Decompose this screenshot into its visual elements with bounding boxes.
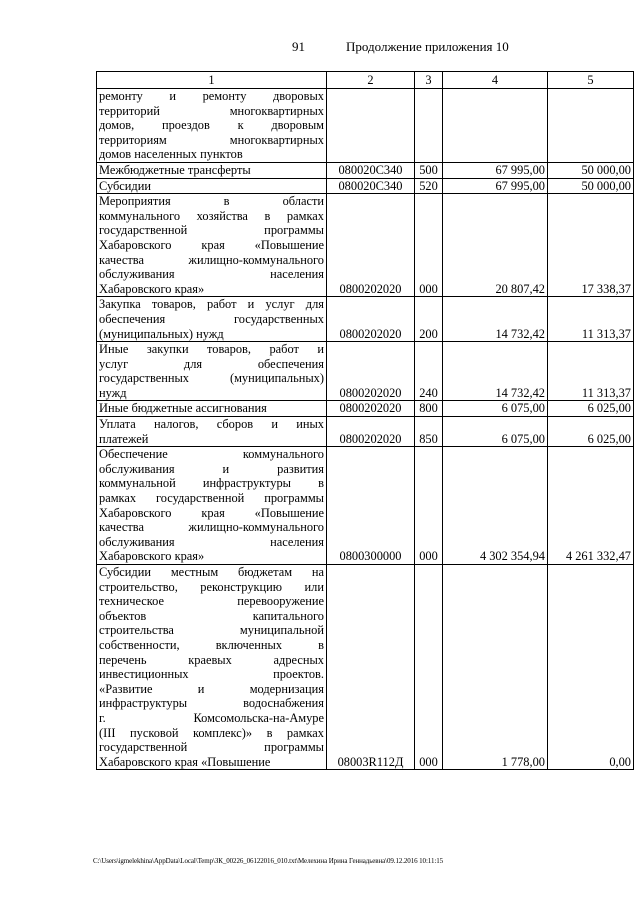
description-line: Закупка товаров, работ и услуг для bbox=[99, 297, 324, 312]
description-line: Хабаровского края «Повышение bbox=[99, 237, 324, 252]
row-amount-col5: 50 000,00 bbox=[548, 162, 634, 178]
table-row bbox=[97, 194, 634, 297]
description-line: территорий многоквартирных bbox=[99, 103, 324, 118]
row-amount-col5: 6 025,00 bbox=[548, 417, 634, 447]
description-line: Обеспечение коммунального bbox=[99, 447, 324, 462]
description-line: Иные закупки товаров, работ и bbox=[99, 342, 324, 357]
description-line: территориям многоквартирных bbox=[99, 132, 324, 147]
row-amount-col5: 4 261 332,47 bbox=[548, 447, 634, 565]
description-line: Субсидии местным бюджетам на bbox=[99, 565, 324, 579]
description-line: Субсидии bbox=[99, 178, 151, 193]
description-line: (III пусковой комплекс)» в рамках bbox=[99, 725, 324, 740]
row-expense-type: 520 bbox=[415, 178, 443, 194]
row-amount-col4: 67 995,00 bbox=[443, 178, 548, 194]
row-expense-type: 000 bbox=[415, 565, 443, 770]
column-header: 1 bbox=[97, 72, 327, 89]
row-target-code: 0800202020 bbox=[327, 417, 415, 447]
row-target-code: 0800202020 bbox=[327, 297, 415, 342]
description-line: г. Комсомольска-на-Амуре bbox=[99, 710, 324, 725]
description-line: собственности, включенных в bbox=[99, 637, 324, 652]
description-line: Хабаровского края «Повышение bbox=[99, 754, 271, 769]
row-expense-type: 800 bbox=[415, 401, 443, 417]
page-number: 91 bbox=[292, 39, 305, 54]
row-amount-col5: 0,00 bbox=[548, 565, 634, 770]
row-amount-col5: 17 338,37 bbox=[548, 194, 634, 297]
description-line: ремонту и ремонту дворовых bbox=[99, 89, 324, 103]
row-target-code: 080020C340 bbox=[327, 162, 415, 178]
table-row bbox=[97, 447, 634, 565]
description-line: объектов капитального bbox=[99, 608, 324, 623]
column-header: 4 bbox=[443, 72, 548, 89]
table-row bbox=[97, 401, 634, 417]
table-row bbox=[97, 417, 634, 447]
description-line: техническое перевооружение bbox=[99, 594, 324, 609]
description-line: перечень краевых адресных bbox=[99, 652, 324, 667]
row-expense-type: 000 bbox=[415, 194, 443, 297]
row-description bbox=[97, 162, 327, 178]
row-amount-col4: 14 732,42 bbox=[443, 297, 548, 342]
table-row bbox=[97, 178, 634, 194]
page-header bbox=[0, 39, 640, 57]
table-row bbox=[97, 89, 634, 163]
description-line: обслуживания населения bbox=[99, 534, 324, 549]
budget-table bbox=[96, 71, 634, 770]
row-expense-type: 240 bbox=[415, 342, 443, 401]
description-line: обслуживания населения bbox=[99, 267, 324, 282]
table-row bbox=[97, 162, 634, 178]
description-line: рамках государственной программы bbox=[99, 491, 324, 506]
row-target-code: 080020C340 bbox=[327, 178, 415, 194]
row-amount-col5: 11 313,37 bbox=[548, 297, 634, 342]
table-row bbox=[97, 565, 634, 770]
row-amount-col4: 6 075,00 bbox=[443, 417, 548, 447]
row-description bbox=[97, 565, 327, 770]
row-amount-col4: 67 995,00 bbox=[443, 162, 548, 178]
row-amount-col4 bbox=[443, 89, 548, 163]
description-line: Хабаровского края» bbox=[99, 549, 205, 564]
table-header-row bbox=[97, 72, 634, 89]
description-line: Уплата налогов, сборов и иных bbox=[99, 417, 324, 432]
row-amount-col5: 50 000,00 bbox=[548, 178, 634, 194]
row-description bbox=[97, 178, 327, 194]
row-target-code: 0800202020 bbox=[327, 194, 415, 297]
row-amount-col5: 6 025,00 bbox=[548, 401, 634, 417]
row-description bbox=[97, 194, 327, 297]
row-target-code: 0800202020 bbox=[327, 401, 415, 417]
row-target-code bbox=[327, 89, 415, 163]
row-amount-col4: 4 302 354,94 bbox=[443, 447, 548, 565]
document-footer-path: C:\Users\igmelekhina\AppData\Local\Temp\ЗК_00226_06122016_010.txt\Мелехина Ирина Геннадьевна\09.12.2016 10:11:15 bbox=[93, 857, 443, 865]
row-description bbox=[97, 401, 327, 417]
description-line: обслуживания и развития bbox=[99, 461, 324, 476]
description-line: «Развитие и модернизация bbox=[99, 681, 324, 696]
description-line: государственных (муниципальных) bbox=[99, 371, 324, 386]
description-line: Межбюджетные трансферты bbox=[99, 162, 251, 177]
description-line: Хабаровского края «Повышение bbox=[99, 505, 324, 520]
column-header: 2 bbox=[327, 72, 415, 89]
column-header: 5 bbox=[548, 72, 634, 89]
row-description bbox=[97, 342, 327, 401]
table-row bbox=[97, 342, 634, 401]
row-amount-col4: 1 778,00 bbox=[443, 565, 548, 770]
description-line: (муниципальных) нужд bbox=[99, 326, 224, 341]
row-amount-col5: 11 313,37 bbox=[548, 342, 634, 401]
description-line: коммунальной инфраструктуры в bbox=[99, 476, 324, 491]
row-description bbox=[97, 447, 327, 565]
row-description bbox=[97, 89, 327, 163]
row-amount-col4: 6 075,00 bbox=[443, 401, 548, 417]
description-line: качества жилищно-коммунального bbox=[99, 252, 324, 267]
column-header: 3 bbox=[415, 72, 443, 89]
row-target-code: 08003R112Д bbox=[327, 565, 415, 770]
description-line: Хабаровского края» bbox=[99, 281, 205, 296]
description-line: государственной программы bbox=[99, 223, 324, 238]
description-line: государственной программы bbox=[99, 740, 324, 755]
appendix-continuation-title: Продолжение приложения 10 bbox=[346, 39, 509, 54]
row-target-code: 0800202020 bbox=[327, 342, 415, 401]
row-amount-col4: 20 807,42 bbox=[443, 194, 548, 297]
row-description bbox=[97, 297, 327, 342]
row-expense-type: 200 bbox=[415, 297, 443, 342]
description-line: инфраструктуры водоснабжения bbox=[99, 696, 324, 711]
description-line: инвестиционных проектов. bbox=[99, 667, 324, 682]
table-row bbox=[97, 297, 634, 342]
description-line: домов, проездов к дворовым bbox=[99, 118, 324, 133]
description-line: Иные бюджетные ассигнования bbox=[99, 401, 267, 416]
description-line: строительства муниципальной bbox=[99, 623, 324, 638]
row-expense-type: 850 bbox=[415, 417, 443, 447]
description-line: домов населенных пунктов bbox=[99, 147, 243, 162]
description-line: платежей bbox=[99, 431, 149, 446]
row-description bbox=[97, 417, 327, 447]
row-expense-type bbox=[415, 89, 443, 163]
description-line: обеспечения государственных bbox=[99, 311, 324, 326]
description-line: услуг для обеспечения bbox=[99, 356, 324, 371]
row-amount-col4: 14 732,42 bbox=[443, 342, 548, 401]
description-line: коммунального хозяйства в рамках bbox=[99, 208, 324, 223]
description-line: нужд bbox=[99, 385, 127, 400]
row-target-code: 0800300000 bbox=[327, 447, 415, 565]
row-amount-col5 bbox=[548, 89, 634, 163]
row-expense-type: 000 bbox=[415, 447, 443, 565]
description-line: строительство, реконструкцию или bbox=[99, 579, 324, 594]
description-line: Мероприятия в области bbox=[99, 194, 324, 209]
row-expense-type: 500 bbox=[415, 162, 443, 178]
description-line: качества жилищно-коммунального bbox=[99, 520, 324, 535]
